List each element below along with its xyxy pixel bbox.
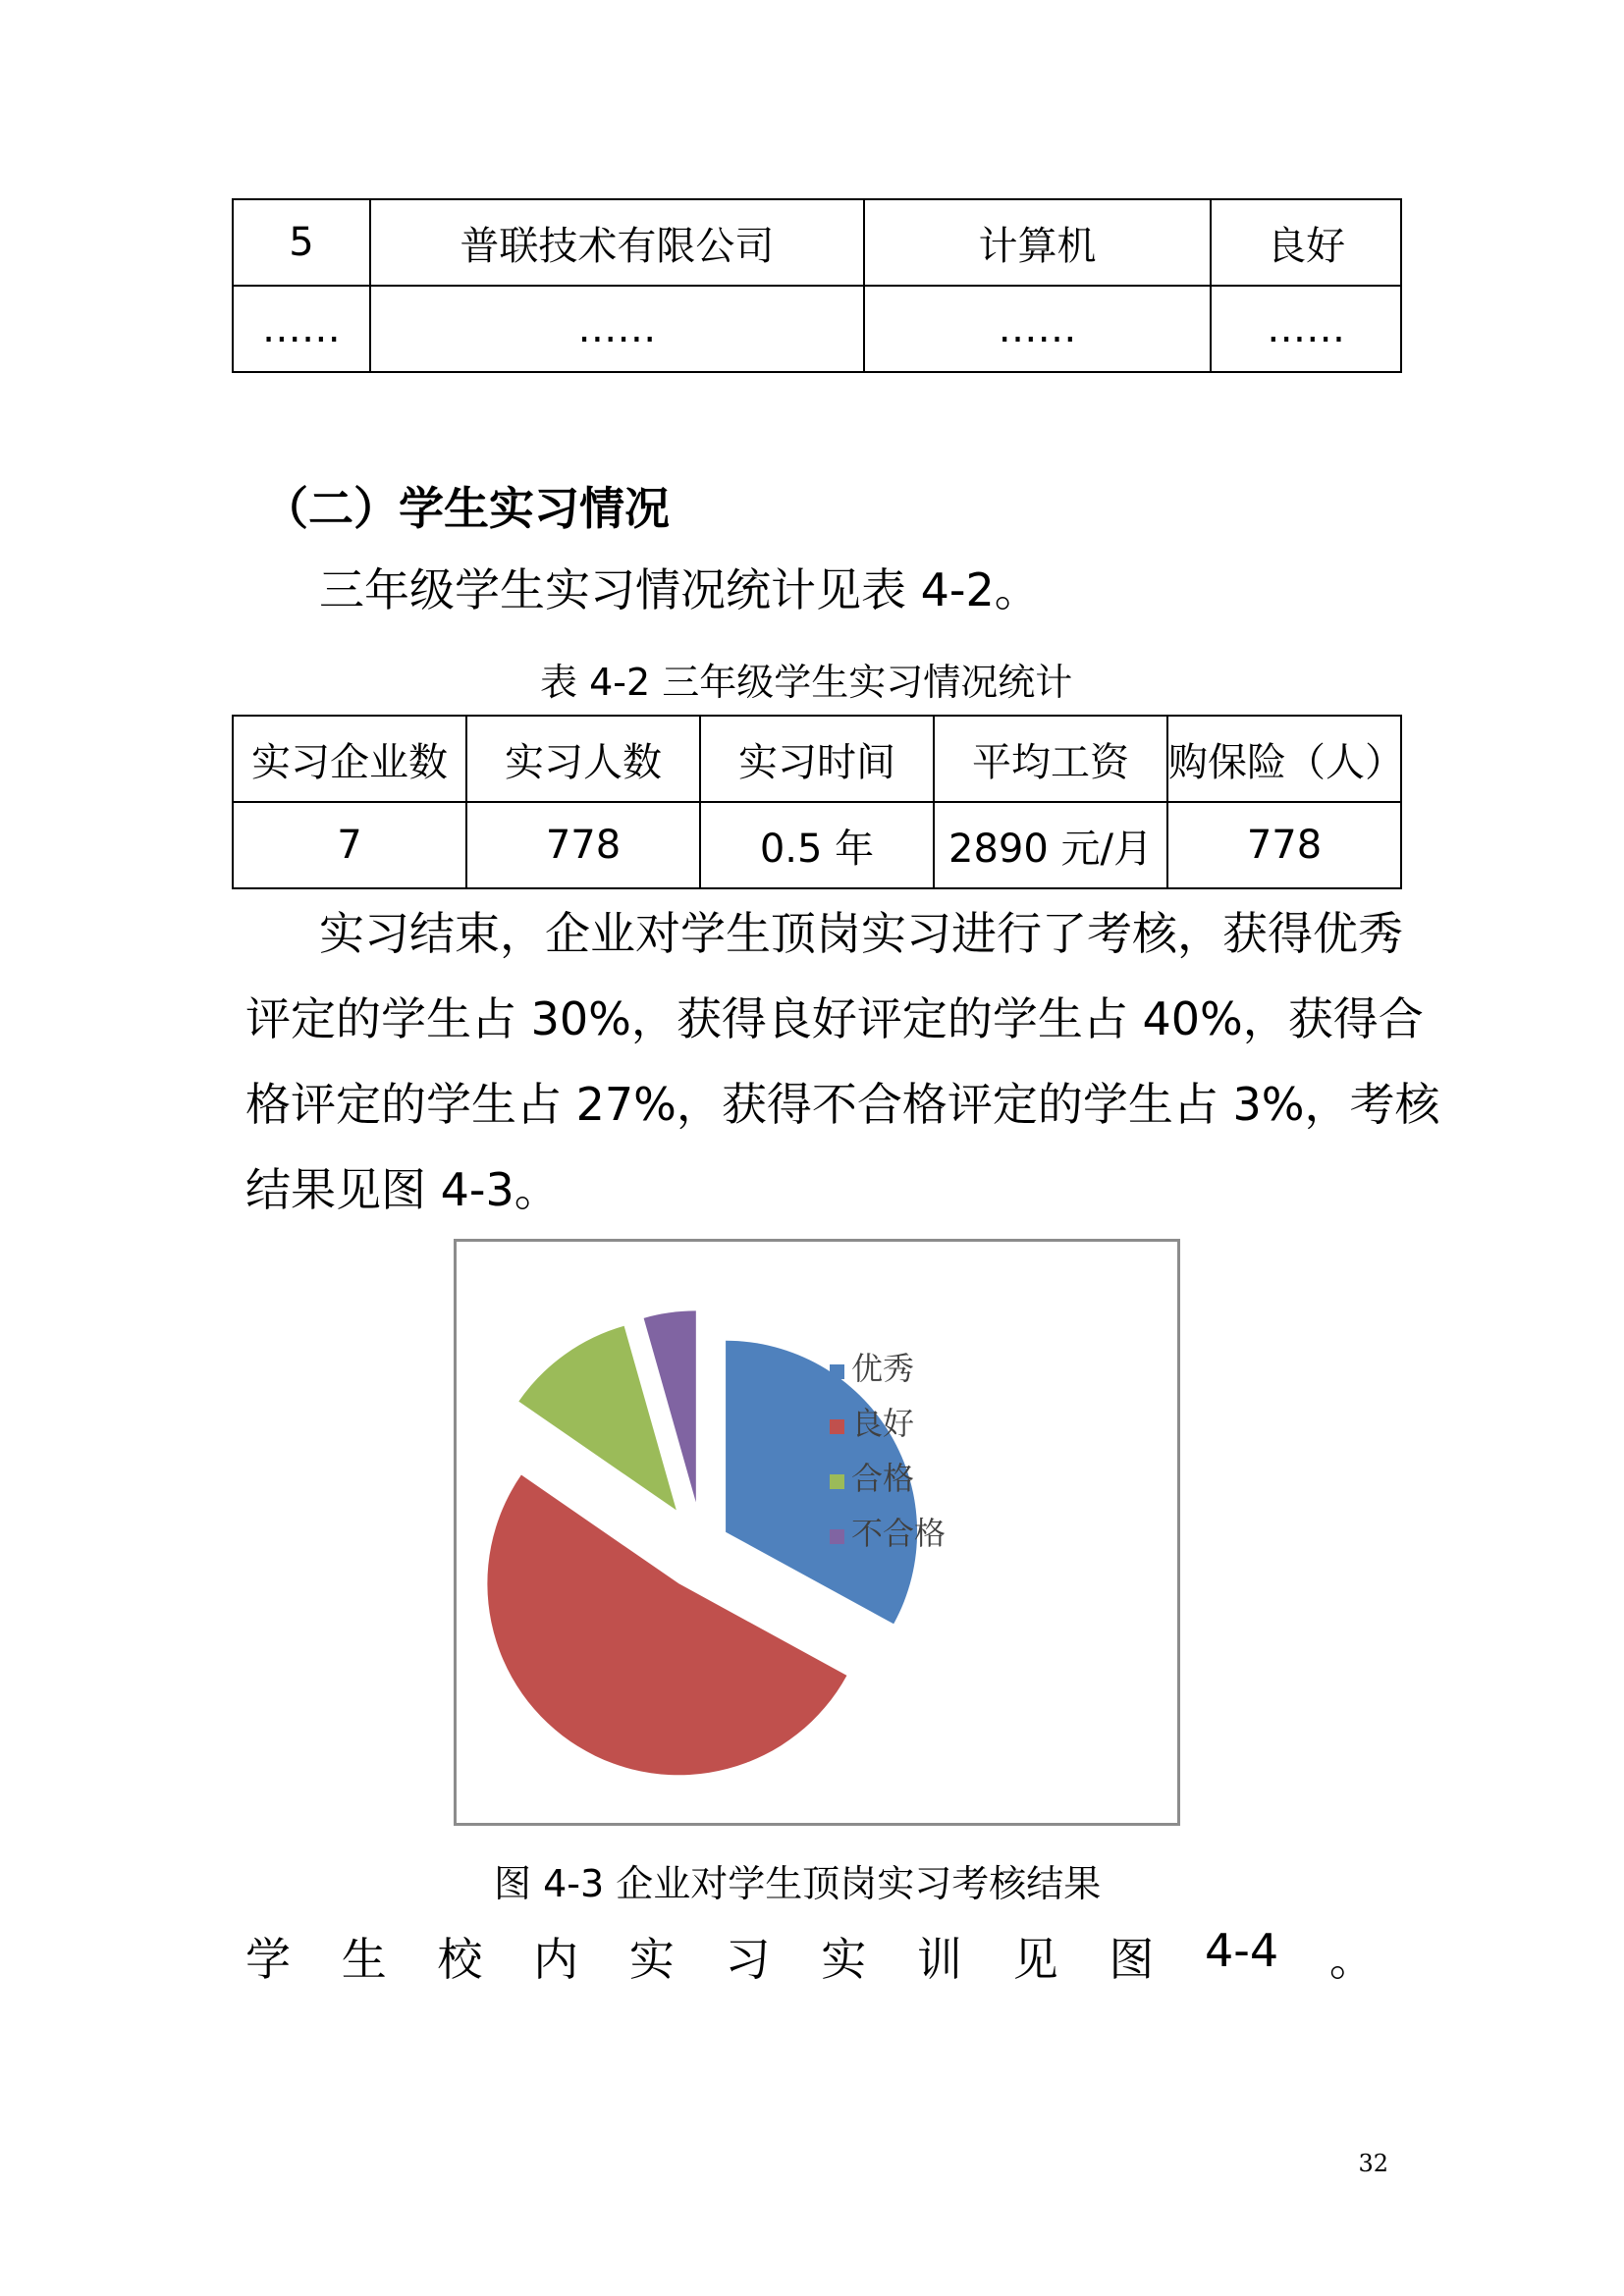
table-cell: 2890 元/月 [934, 802, 1167, 888]
table-row [233, 286, 1401, 372]
table-cell: 7 [233, 802, 466, 888]
spaced-char: 内 [533, 1933, 579, 1986]
spaced-char: 图 [1109, 1933, 1155, 1986]
legend-label: 优秀 [851, 1350, 915, 1387]
table-cell: …… [1211, 286, 1401, 372]
legend-label: 合格 [851, 1460, 915, 1497]
page-number: 32 [1358, 2150, 1388, 2177]
table-cell: 计算机 [864, 199, 1211, 286]
company-table [232, 198, 1402, 373]
figure-caption: 图 4-3 企业对学生顶岗实习考核结果 [494, 1862, 1102, 1905]
table-cell: …… [370, 286, 864, 372]
table-cell: 778 [1167, 802, 1401, 888]
spaced-char: 4-4 [1205, 1924, 1279, 1977]
paragraph-line: 结果见图 4-3。 [245, 1163, 560, 1216]
column-header: 实习企业数 [233, 716, 466, 802]
table-cell: …… [864, 286, 1211, 372]
spaced-char: 实 [821, 1933, 867, 1986]
paragraph-line: 评定的学生占 30%，获得良好评定的学生占 40%，获得合 [245, 992, 1424, 1045]
table-cell: …… [233, 286, 370, 372]
table-caption: 表 4-2 三年级学生实习情况统计 [540, 661, 1073, 704]
column-header: 购保险（人） [1167, 716, 1401, 802]
spaced-char: 见 [1012, 1933, 1058, 1986]
table-cell: 0.5 年 [700, 802, 934, 888]
table-cell: 良好 [1211, 199, 1401, 286]
pie-chart [457, 1242, 1177, 1823]
section-heading: （二）学生实习情况 [263, 482, 670, 535]
paragraph-line: 格评定的学生占 27%，获得不合格评定的学生占 3%，考核 [245, 1078, 1440, 1131]
legend-label: 良好 [851, 1405, 915, 1442]
legend-swatch [830, 1364, 844, 1379]
intro-text: 三年级学生实习情况统计见表 4-2。 [319, 563, 1040, 616]
legend-swatch [830, 1419, 844, 1434]
table-row [233, 802, 1401, 888]
spaced-char: 。 [1328, 1933, 1375, 1986]
pie-chart-frame [454, 1239, 1180, 1826]
legend-swatch [830, 1529, 844, 1544]
pie-slice-3 [518, 1326, 676, 1511]
spaced-text-line [245, 1924, 1375, 1989]
spaced-char: 学 [245, 1933, 291, 1986]
table-header-row [233, 716, 1401, 802]
spaced-char: 校 [437, 1933, 483, 1986]
spaced-char: 实 [628, 1933, 675, 1986]
table-cell: 5 [233, 199, 370, 286]
paragraph-line: 实习结束，企业对学生顶岗实习进行了考核，获得优秀 [319, 907, 1403, 960]
column-header: 实习人数 [466, 716, 700, 802]
internship-stats-table [232, 715, 1402, 889]
spaced-char: 训 [916, 1933, 962, 1986]
spaced-char: 生 [341, 1933, 387, 1986]
column-header: 实习时间 [700, 716, 934, 802]
spaced-char: 习 [725, 1933, 771, 1986]
table-cell: 普联技术有限公司 [370, 199, 864, 286]
legend-label: 不合格 [851, 1515, 947, 1552]
column-header: 平均工资 [934, 716, 1167, 802]
legend-swatch [830, 1474, 844, 1489]
table-row [233, 199, 1401, 286]
table-cell: 778 [466, 802, 700, 888]
